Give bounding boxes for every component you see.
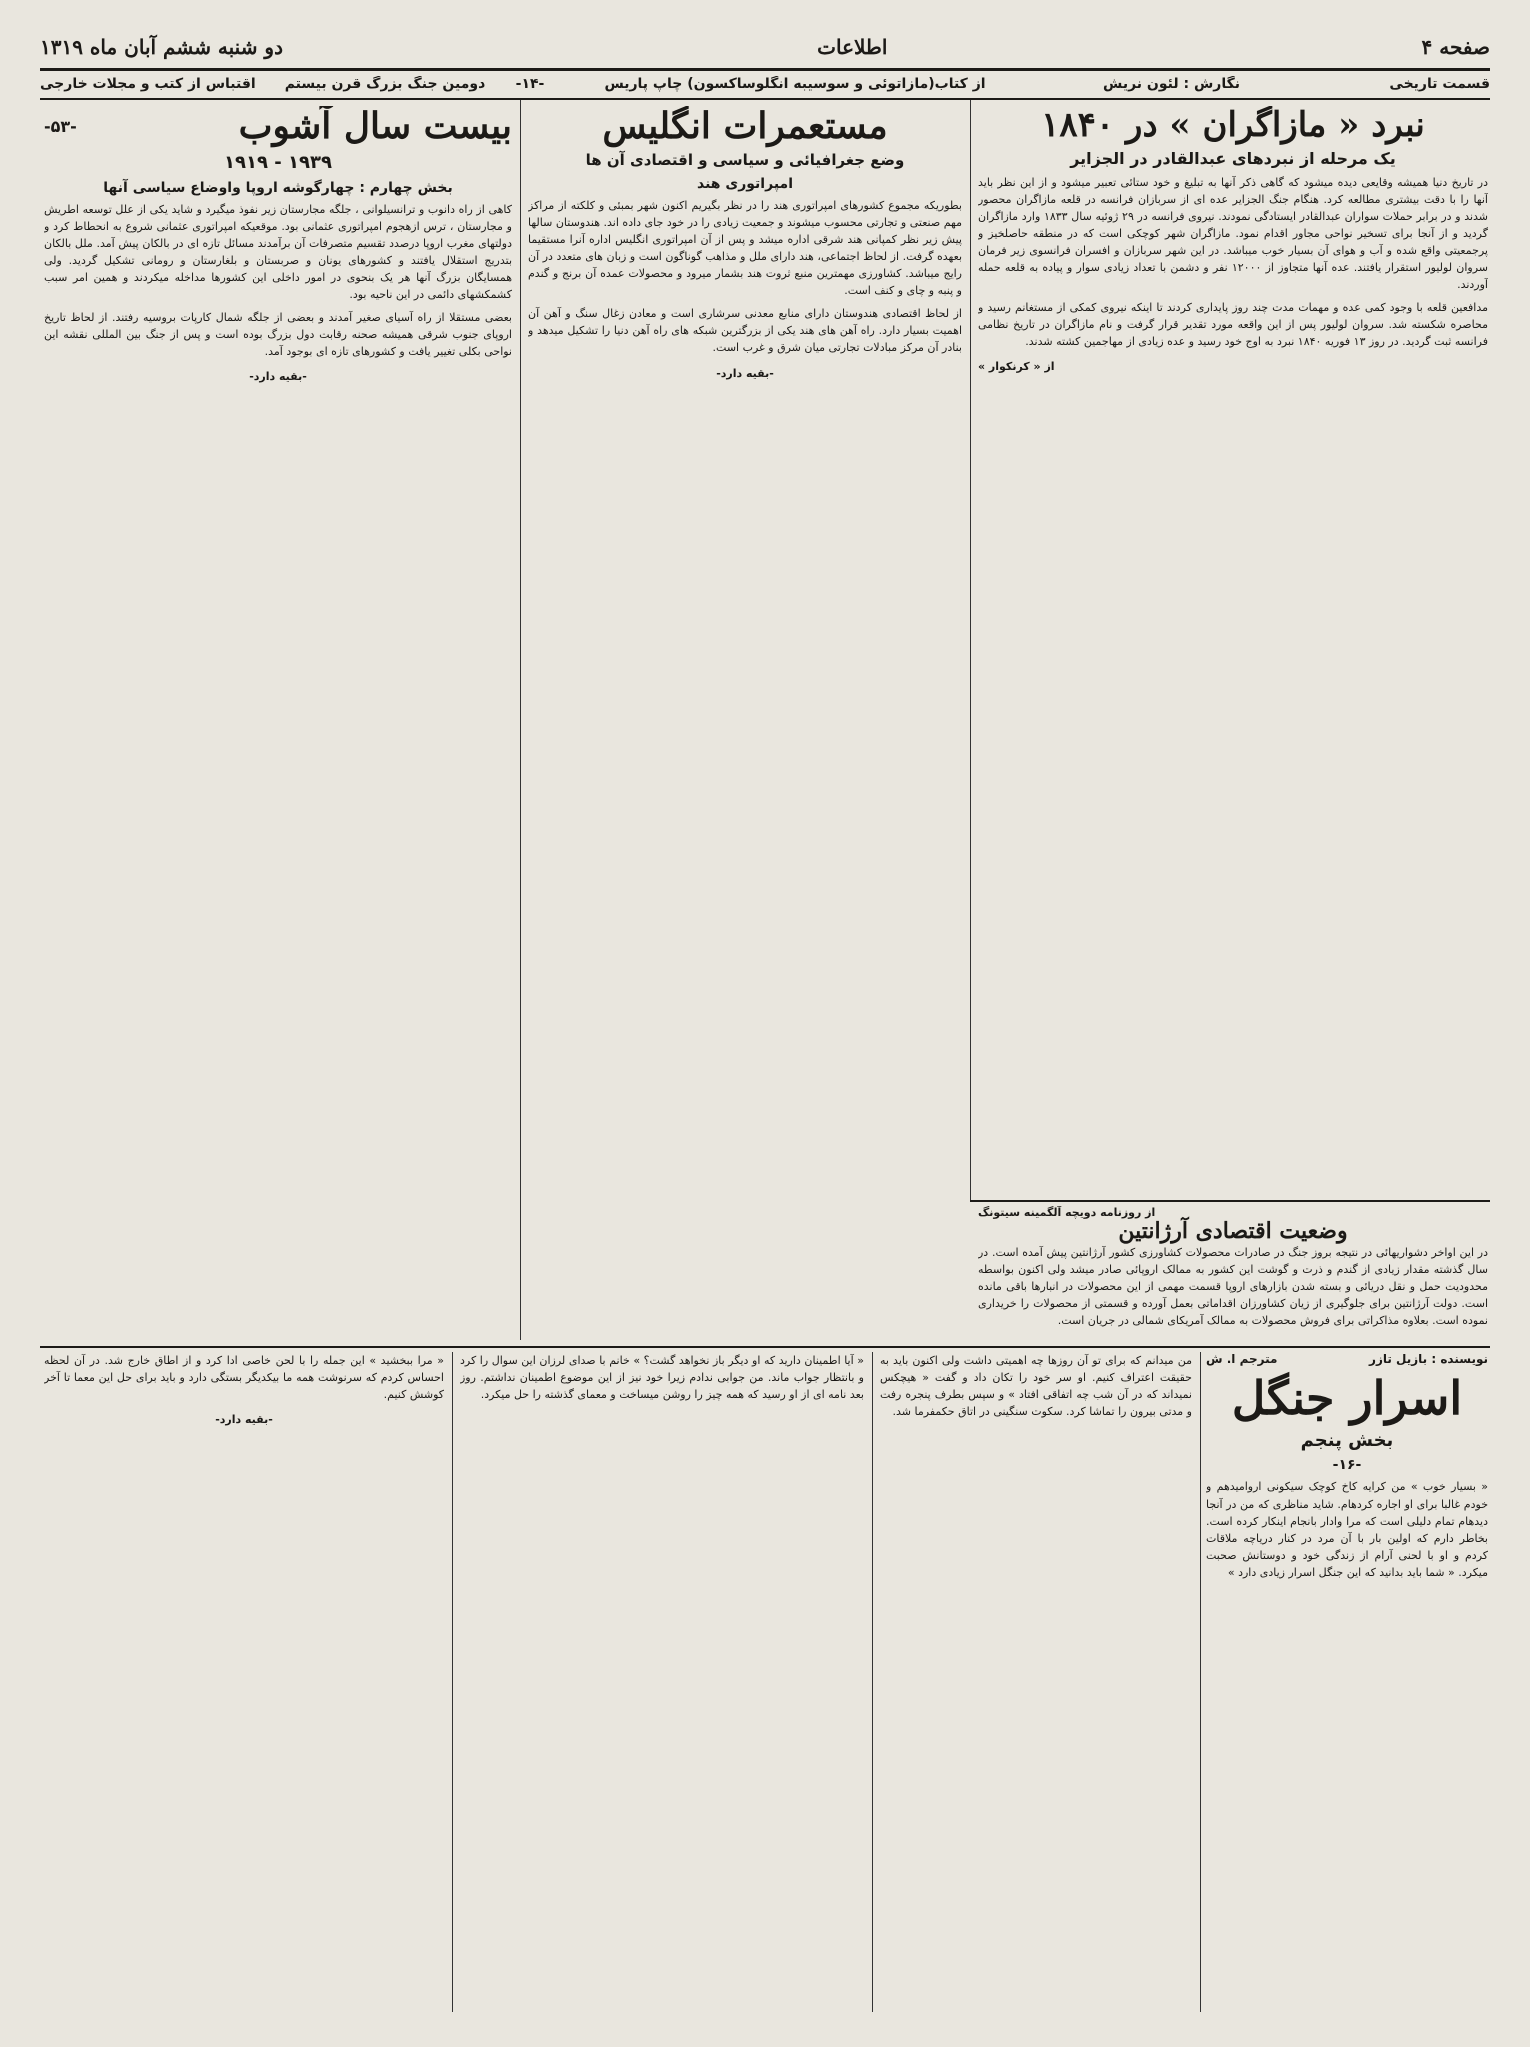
section-historical: قسمت تاریخی	[1389, 76, 1490, 92]
article-page-mark: -۵۳-	[44, 117, 77, 137]
article-twenty-years	[44, 106, 512, 1336]
serial-translator: مترجم ا. ش	[1206, 1352, 1278, 1366]
issue-date: دو شنبه ششم آبان ماه ۱۳۱۹	[40, 35, 283, 59]
column-rule	[452, 1352, 453, 2012]
article-subtitle: وضع جغرافیائی و سیاسی و اقتصادی آن ها	[585, 151, 905, 170]
serial-continued-mark: -بقیه دارد-	[215, 1413, 273, 1427]
section-series: دومین جنگ بزرگ قرن بیستم	[284, 76, 486, 92]
column-rule	[520, 100, 521, 1340]
masthead	[40, 30, 1490, 64]
serial-body-continued: « آیا اطمینان دارید که او دیگر باز نخواهد گشت؟ » خانم با صدای لرزان این سوال را کرد و بانتظار جواب ماند. من جوابی ندادم زیرا خود نیز از این موضوع اطمینان نداشتم. روز بعد نامه ای از او رسید که همه چیز را روشن میساخت و معمای گذشته را حل میکرد.	[460, 1354, 864, 1402]
section-source: از کتاب(مازاتوئی و سوسیبه انگلوساکسون) چاپ پاریس	[604, 76, 986, 92]
article-years: ۱۹۳۹ - ۱۹۱۹	[224, 152, 332, 174]
serial-rule	[40, 1346, 1490, 1348]
page-number: صفحه ۴	[1421, 35, 1490, 59]
article-source: از روزنامه دویچه آلگمینه سیتونگ	[978, 1206, 1156, 1219]
serial-part: بخش پنجم	[1300, 1429, 1394, 1451]
serial-body: « بسیار خوب » من کرایه کاخ کوچک سیکونی اروامیدهم و خودم غالبا برای او اجاره کردهام. شاید مناظری که من در آنجا دیدهام تمام دلیلی است که مرا وادار بانجام اینکار کرده است. بخاطر دارم که اولین بار با آن مرد در کنار دریاچه ملاقات کردم و او با لحنی آرام از زندگی خود و دوستانش صحبت میکرد. « شما باید بدانید که این جنگل اسرار زیادی دارد »	[1206, 1480, 1488, 1579]
section-excerpts: اقتباس از کتب و مجلات خارجی	[40, 76, 256, 92]
serial-number: -۱۶-	[1332, 1457, 1362, 1474]
section-page-num: -۱۴-	[515, 76, 545, 92]
article-argentina	[978, 1206, 1488, 1340]
serial-column	[460, 1352, 864, 2012]
serial-body-continued: « مرا ببخشید » این جمله را با لحن خاصی ادا کرد و از اطاق خارج شد. در آن لحظه احساس کردم که سرنوشت همه ما بیکدیگر بستگی دارد و باید برای حل این معما تا آخر کوشش کنیم.	[44, 1354, 444, 1402]
article-body: بطوریکه مجموع کشورهای امپراتوری هند را در نظر بگیریم اکنون شهر بمبئی و کلکته از مراکز مهم صنعتی و تجارتی محسوب میشوند و جمعیت زیادی را در خود جای داده اند. هندوستان سالها پیش زیر نظر کمپانی هند شرقی اداره میشد و پس از آن امپراتوری انگلیس اداره آنرا مستقیما بعهده گرفت. از لحاظ اجتماعی، هند دارای ملل و مذاهب گوناگون است و زبان های متعدد در آن رایج میباشد. کشاورزی مهمترین منبع ثروت هند بشمار میرود و محصولات عمده آن برنج و گندم و پنبه و چای و کنف است.	[528, 199, 962, 298]
article-title: مستعمرات انگلیس	[602, 106, 888, 147]
article-signature: از « کرنکوار »	[978, 360, 1055, 374]
section-rule	[40, 98, 1490, 100]
article-continued-mark: -بقیه دارد-	[716, 366, 774, 380]
serial-title: اسرار جنگل	[1231, 1371, 1463, 1425]
article-continued-mark: -بقیه دارد-	[249, 370, 307, 384]
column-rule	[970, 100, 971, 1200]
article-title: بیست سال آشوب	[238, 106, 512, 147]
article-title: نبرد « مازاگران » در ۱۸۴۰	[1041, 106, 1425, 145]
article-english-colonies	[528, 106, 962, 1336]
newspaper-name: اطلاعات	[817, 35, 888, 59]
serial-body-continued: من میدانم که برای تو آن روزها چه اهمیتی داشت ولی اکنون باید به حقیقت اعتراف کنیم. او سر خود را تکان داد و گفت « هیچکس نمیداند که در آن شب چه اتفاقی افتاد » و سپس بطرف پنجره رفت و مدتی بیرون را تماشا کرد. سکوت سنگینی در اتاق حکمفرما شد.	[880, 1354, 1192, 1419]
article-subhead: بخش چهارم : چهارگوشه اروپا واوضاع سیاسی آنها	[103, 179, 453, 196]
article-body: در این اواخر دشواریهائی در نتیجه بروز جنگ در صادرات محصولات کشاورزی کشور آرژانتین پیش آمده است. در سال گذشته مقدار زیادی از گندم و ذرت و گوشت این کشور به ممالک اروپائی صادر میشد ولی اکنون بواسطه محدودیت حمل و نقل دریائی و بسته شدن بازارهای اروپا قسمت مهمی از این محصولات در انبارها باقی مانده است. دولت آرژانتین برای جلوگیری از زیان کشاورزان اقداماتی بعمل آورده و قسمتی از محصولات را خریداری نموده است. بعلاوه مذاکراتی برای فروش محصولات به ممالک آمریکای شمالی در جریان است.	[978, 1246, 1488, 1328]
serial-column	[880, 1352, 1192, 2012]
serial-author: نویسنده : بازیل تازر	[1369, 1352, 1488, 1366]
article-title: وضعیت اقتصادی آرژانتین	[1118, 1218, 1348, 1244]
article-subtitle: یک مرحله از نبردهای عبدالقادر در الجزایر	[1070, 149, 1396, 169]
masthead-rule	[40, 68, 1490, 71]
column-rule	[872, 1352, 873, 2012]
column-rule	[1200, 1352, 1201, 2012]
serial-header-column	[1206, 1352, 1488, 2012]
article-mazagran	[978, 106, 1488, 1201]
argentina-rule	[970, 1200, 1490, 1202]
serial-column	[44, 1352, 444, 2012]
article-body-continued: مدافعین قلعه با وجود کمی عده و مهمات مدت چند روز پایداری کردند تا اینکه نیروی کمکی از مستغانم رسید و محاصره شکسته شد. سروان لولیور پس از این واقعه مورد تقدیر قرار گرفت و نام مازاگران در تاریخ نظامی فرانسه ثبت گردید. در روز ۱۳ فوریه ۱۸۴۰ نبرد به اوج خود رسید و عده زیادی از مهاجمین کشته شدند.	[978, 301, 1488, 349]
article-body-continued: از لحاظ اقتصادی هندوستان دارای منابع معدنی سرشاری است و معادن زغال سنگ و آهن آن اهمیت بسیار دارد. راه آهن های هند یکی از بزرگترین شبکه های راه آهن دنیا را تشکیل میدهد و بنادر آن مرکز مبادلات تجارتی میان شرق و غرب است.	[528, 307, 962, 355]
article-body: کاهی از راه دانوب و ترانسیلوانی ، جلگه مجارستان زیر نفوذ میگیرد و شاید یکی از علل توسعه اطریش و مجارستان ، ترس ازهجوم امپراتوری عثمانی بود. موقعیکه امپراتوری عثمانی شروع به انحطاط کرد و دولتهای مغرب اروپا درصدد تقسیم متصرفات آن برآمدند مسائل تازه ای در بالکان پیش آمد. ملل بالکان بتدریج استقلال یافتند و کشورهای یونان و صربستان و بلغارستان و رومانی تشکیل گردید. ولی همسایگان بزرگ آنها هر یک بنحوی در امور داخلی این کشورها مداخله میکردند و همین امر سبب کشمکشهای دائمی در این ناحیه بود.	[44, 202, 512, 302]
article-body: در تاریخ دنیا همیشه وقایعی دیده میشود که گاهی ذکر آنها به تبلیغ و خود ستائی تعبیر میشود و از این نظر باید آنها را با دقت بیشتری مطالعه کرد. هنگام جنگ الجزایر عده ای از سربازان فرانسه در قلعه مازاگران محصور شدند و در برابر حملات سواران عبدالقادر ایستادگی نمودند. نیروی فرانسه در ۲۹ ژوئیه سال ۱۸۳۳ وارد مازاگران گردید و از آنجا برای تسخیر نواحی مجاور اقدام نمود. مازاگران شهر کوچکی است که در منطقه حاصلخیز و پرجمعیتی واقع شده و آب و هوای آن بسیار خوب میباشد. در این شهر سربازان و افسران فرانسوی زیر فرمان سروان لولیور استقرار یافتند. عده آنها متجاوز از ۱۲۰۰۰ نفر و دشمن با تعداد زیادی سوار و پیاده به قلعه حمله آوردند.	[978, 175, 1488, 292]
section-writer: نگارش : لئون نریش	[1103, 76, 1240, 92]
article-body-continued: بعضی مستقلا از راه آسیای صغیر آمدند و بعضی از جلگه شمال کارپات بروسیه رفتند. از لحاظ تاریخ اروپای جنوب شرقی همیشه صحنه رقابت دول بزرگ بوده است و پس از جنگ بین المللی نقشه این نواحی بکلی تغییر یافت و کشورهای تازه ای بوجود آمد.	[44, 311, 512, 359]
article-subhead: امپراتوری هند	[697, 175, 793, 192]
